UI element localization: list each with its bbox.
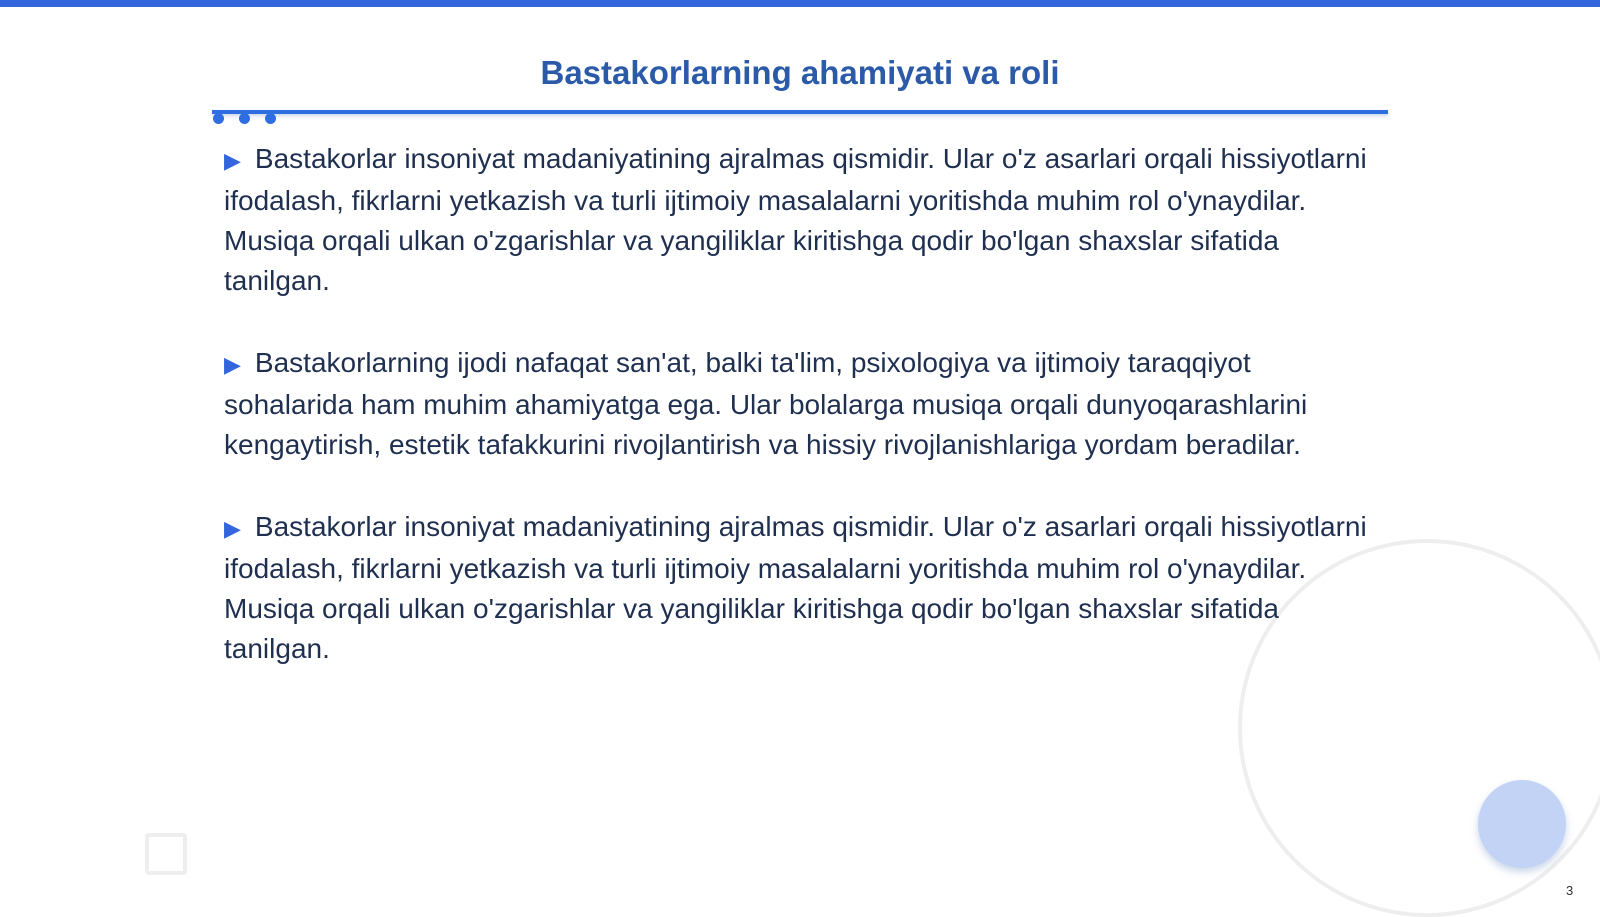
slide-title: Bastakorlarning ahamiyati va roli [540, 54, 1060, 91]
bullet-item [224, 343, 1374, 465]
triangle-bullet-icon: ▶ [224, 148, 241, 173]
bullet-item [224, 139, 1374, 301]
triangle-bullet-icon: ▶ [224, 352, 241, 377]
title-dot-2 [239, 113, 250, 124]
title-dot-3 [265, 113, 276, 124]
triangle-bullet-icon: ▶ [224, 516, 241, 541]
title-dot-1 [213, 113, 224, 124]
bullet-text: Bastakorlarning ijodi nafaqat san'at, balki ta'lim, psixologiya va ijtimoiy taraqqiyot sohalarida ham muhim ahamiyatga ega. Ular bolalarga musiqa orqali dunyoqarashlarini kengaytirish, estetik tafakkurini rivojlantirish va hissiy rivojlanishlariga yordam beradilar. [224, 347, 1308, 460]
bullet-text: Bastakorlar insoniyat madaniyatining ajralmas qismidir. Ular o'z asarlari orqali hissiyotlarni ifodalash, fikrlarni yetkazish va turli ijtimoiy masalalarni yoritishda muhim rol o'ynaydilar. Musiqa orqali ulkan o'zgarishlar va yangiliklar kiritishga qodir bo'lgan shaxslar sifatida tanilgan. [224, 511, 1367, 664]
decorative-square [145, 833, 187, 875]
decorative-circle [1478, 780, 1566, 868]
title-underline [212, 110, 1388, 114]
page-number: 3 [1566, 883, 1574, 898]
bullet-list [224, 139, 1374, 711]
top-accent-bar [0, 0, 1600, 7]
bullet-item [224, 507, 1374, 669]
bullet-text: Bastakorlar insoniyat madaniyatining ajralmas qismidir. Ular o'z asarlari orqali hissiyotlarni ifodalash, fikrlarni yetkazish va turli ijtimoiy masalalarni yoritishda muhim rol o'ynaydilar. Musiqa orqali ulkan o'zgarishlar va yangiliklar kiritishga qodir bo'lgan shaxslar sifatida tanilgan. [224, 143, 1367, 296]
